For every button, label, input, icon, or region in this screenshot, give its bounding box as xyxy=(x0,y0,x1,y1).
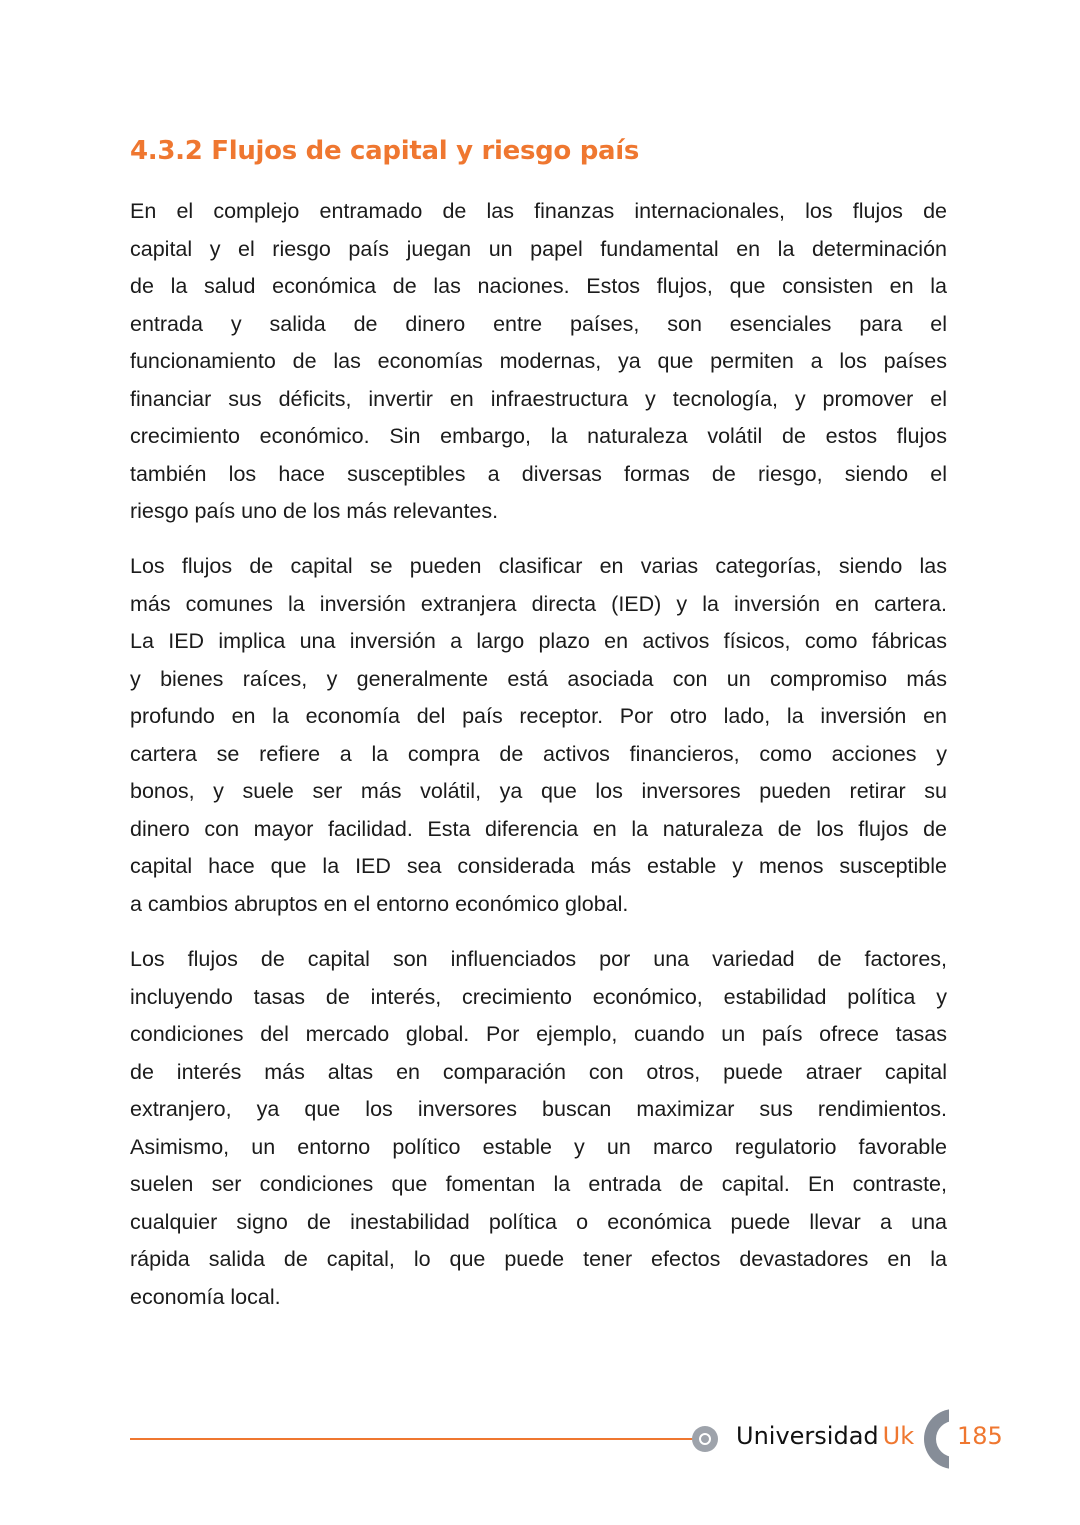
text-line: extranjero, ya que los inversores buscan maximizar sus rendimientos. xyxy=(130,1097,947,1121)
text-line: Asimismo, un entorno político estable y un marco regulatorio favorable xyxy=(130,1134,947,1159)
text-line: condiciones del mercado global. Por ejemplo, cuando un país ofrece tasas xyxy=(130,1022,947,1046)
text-line: crecimiento económico. Sin embargo, la naturaleza volátil de estos flujos xyxy=(130,424,947,448)
text-line: entrada y salida de dinero entre países, son esenciales para el xyxy=(130,311,947,336)
brand-name: Universidad xyxy=(736,1422,879,1450)
text-line: rápida salida de capital, lo que puede tener efectos devastadores en la xyxy=(130,1247,947,1271)
text-line: dinero con mayor facilidad. Esta diferencia en la naturaleza de los flujos de xyxy=(130,816,947,841)
text-line: a cambios abruptos en el entorno económico global. xyxy=(130,891,629,916)
text-line: financiar sus déficits, invertir en infraestructura y tecnología, y promover el xyxy=(130,386,947,411)
text-line: más comunes la inversión extranjera directa (IED) y la inversión en cartera. xyxy=(130,591,947,616)
paragraph xyxy=(130,548,947,923)
page-number: 185 xyxy=(957,1422,1003,1450)
brand-logo xyxy=(736,1422,914,1450)
text-line: de interés más altas en comparación con otros, puede atraer capital xyxy=(130,1059,947,1084)
text-line: Los flujos de capital son influenciados por una variedad de factores, xyxy=(130,947,947,971)
text-line: y bienes raíces, y generalmente está asociada con un compromiso más xyxy=(130,666,947,691)
text-line: En el complejo entramado de las finanzas internacionales, los flujos de xyxy=(130,199,947,223)
paragraph xyxy=(130,941,947,1316)
text-line: cartera se refiere a la compra de activos financieros, como acciones y xyxy=(130,741,947,766)
paragraph xyxy=(130,193,947,531)
brand-suffix: Uk xyxy=(882,1422,915,1450)
text-line: capital hace que la IED sea considerada más estable y menos susceptible xyxy=(130,854,947,878)
text-line: profundo en la economía del país receptor. Por otro lado, la inversión en xyxy=(130,704,947,728)
text-line: funcionamiento de las economías modernas, ya que permiten a los países xyxy=(130,349,947,373)
text-line: economía local. xyxy=(130,1284,281,1309)
text-line: suelen ser condiciones que fomentan la entrada de capital. En contraste, xyxy=(130,1172,947,1196)
logo-circle-icon xyxy=(692,1426,718,1452)
text-line: cualquier signo de inestabilidad política o económica puede llevar a una xyxy=(130,1209,947,1234)
footer-divider xyxy=(130,1438,695,1440)
text-line: también los hace susceptibles a diversas formas de riesgo, siendo el xyxy=(130,461,947,486)
text-line: Los flujos de capital se pueden clasificar en varias categorías, siendo las xyxy=(130,554,947,578)
text-line: La IED implica una inversión a largo plazo en activos físicos, como fábricas xyxy=(130,629,947,653)
section-heading: 4.3.2 Flujos de capital y riesgo país xyxy=(130,136,640,166)
text-line: incluyendo tasas de interés, crecimiento económico, estabilidad política y xyxy=(130,984,947,1009)
text-line: bonos, y suele ser más volátil, ya que los inversores pueden retirar su xyxy=(130,779,947,803)
text-line: capital y el riesgo país juegan un papel fundamental en la determinación xyxy=(130,236,947,261)
text-line: riesgo país uno de los más relevantes. xyxy=(130,499,499,523)
text-line: de la salud económica de las naciones. Estos flujos, que consisten en la xyxy=(130,274,947,298)
